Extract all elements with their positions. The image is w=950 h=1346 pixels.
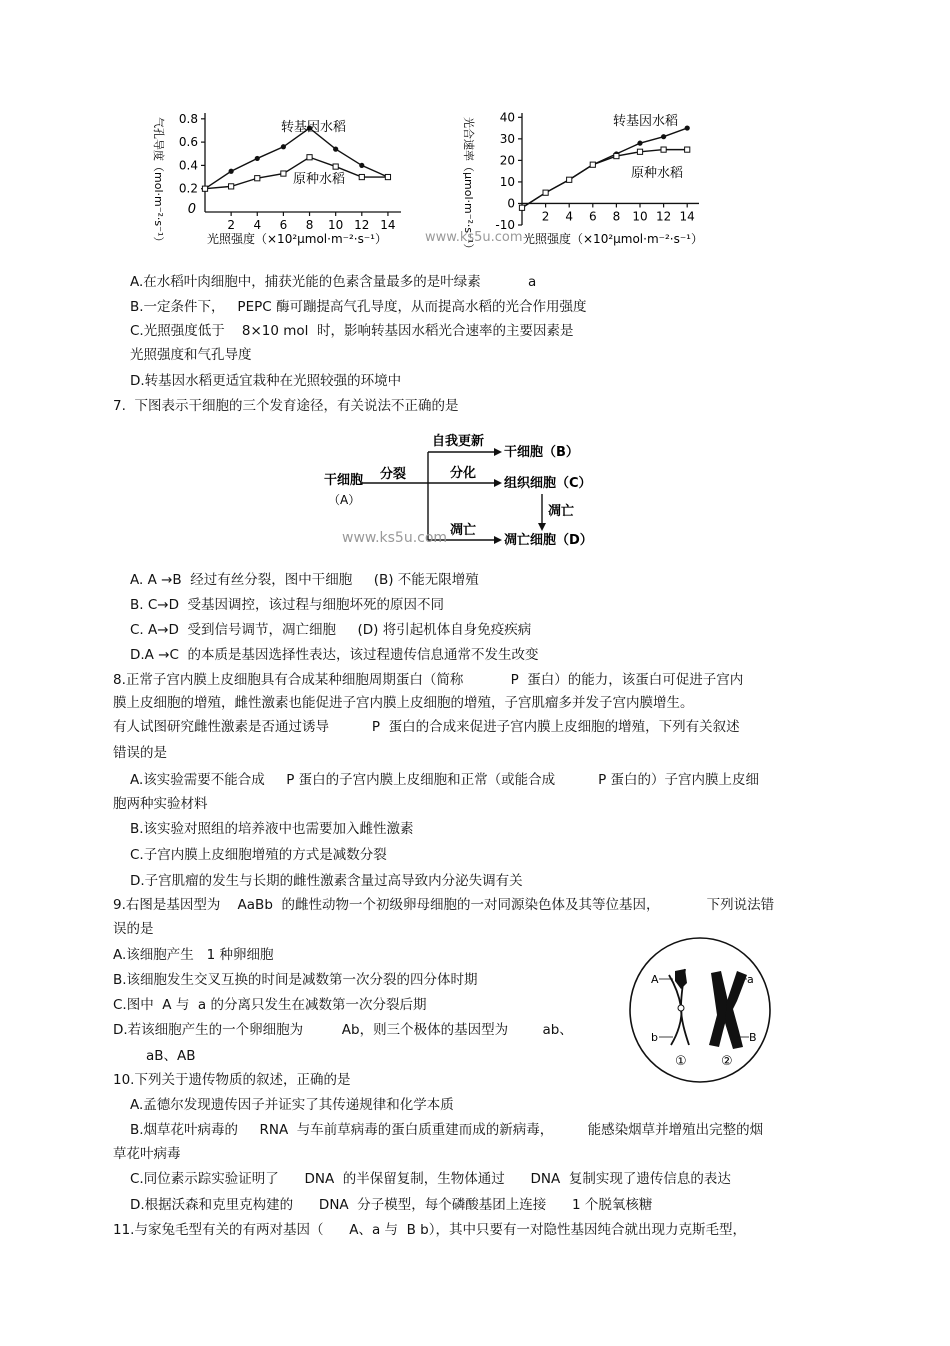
data-point: [281, 171, 286, 176]
q10-option-b: B.烟草花叶病毒的 RNA 与车前草病毒的蛋白质重建而成的新病毒， 能感染烟草并增殖出完整的烟: [130, 1122, 764, 1138]
left-chart-series1-label: 转基因水稻: [281, 120, 347, 135]
q8-option-a-cont: 胞两种实验材料: [113, 796, 208, 812]
data-point: [590, 162, 595, 167]
q9-option-b: B.该细胞发生交叉互换的时间是减数第一次分裂的四分体时期: [113, 972, 478, 988]
data-point: [229, 169, 234, 174]
gene-label-B: B: [749, 1031, 757, 1044]
cell-outline: [630, 938, 770, 1082]
x-tick-label: 14: [679, 209, 695, 224]
flow-target-d: 凋亡细胞（D）: [504, 533, 593, 548]
y-tick-label: 40: [499, 110, 515, 125]
q10-stem: 10.下列关于遗传物质的叙述，正确的是: [113, 1072, 351, 1088]
q9-option-d-cont: aB、AB: [146, 1048, 196, 1064]
chromosome-cell-figure: [625, 935, 775, 1085]
chromosome-num-1: ①: [675, 1054, 687, 1069]
q7-option-a: A. A →B 经过有丝分裂，图中干细胞 (B) 不能无限增殖: [130, 572, 479, 588]
arrowhead-icon: [538, 523, 546, 531]
flow-differentiate-label: 分化: [450, 466, 477, 481]
q9-option-d: D.若该细胞产生的一个卵细胞为 Ab，则三个极体的基因型为 ab、: [113, 1022, 573, 1038]
data-point: [567, 177, 572, 182]
data-point: [637, 141, 642, 146]
right-chart-series2-label: 原种水稻: [631, 166, 684, 181]
watermark: www.ks5u.com: [342, 530, 448, 546]
x-tick-label: 14: [380, 218, 396, 232]
q6-option-c: C.光照强度低于 8×10 mol 时，影响转基因水稻光合速率的主要因素是: [130, 323, 574, 339]
flow-target-b: 干细胞（B）: [504, 445, 579, 460]
data-point: [229, 184, 234, 189]
data-point: [614, 153, 619, 158]
q8-stem-4: 错误的是: [113, 745, 167, 761]
data-point: [281, 144, 286, 149]
q6-option-a: A.在水稻叶肉细胞中，捕获光能的色素含量最多的是叶绿素 a: [130, 274, 537, 290]
data-point: [637, 149, 642, 154]
right-chart-xlabel: 光照强度（×10²μmol·m⁻²·s⁻¹）: [523, 232, 703, 246]
flow-source-sub: （A）: [328, 493, 361, 507]
q10-option-a: A.孟德尔发现遗传因子并证实了其传递规律和化学本质: [130, 1097, 454, 1113]
flow-self-renew-label: 自我更新: [432, 434, 485, 449]
y-tick-label: -10: [495, 218, 515, 232]
data-point: [543, 190, 548, 195]
q8-option-a: A.该实验需要不能合成 P 蛋白的子宫内膜上皮细胞和正常（或能合成 P 蛋白的）子宫内膜上皮细: [130, 772, 760, 788]
right-chart-series1-label: 转基因水稻: [613, 114, 679, 129]
watermark: www.ks5u.com: [425, 230, 523, 245]
data-point: [202, 186, 207, 191]
q8-option-c: C.子宫内膜上皮细胞增殖的方式是减数分裂: [130, 847, 387, 863]
x-tick-label: 4: [565, 209, 574, 224]
y-tick-label: 30: [499, 131, 515, 146]
flow-apoptosis-label: 凋亡: [450, 523, 477, 538]
data-point: [519, 205, 524, 210]
arrowhead-icon: [494, 536, 502, 544]
left-chart-origin: 0: [187, 202, 196, 217]
data-point: [661, 134, 666, 139]
x-tick-label: 4: [253, 218, 262, 232]
left-chart-xlabel: 光照强度（×10²μmol·m⁻²·s⁻¹）: [207, 232, 387, 246]
chromosome-1-dark-part: [675, 969, 687, 989]
q8-option-b: B.该实验对照组的培养液中也需要加入雌性激素: [130, 821, 414, 837]
q8-stem-1: 8.正常子宫内膜上皮细胞具有合成某种细胞周期蛋白（简称 P 蛋白）的能力，该蛋白可促进子宫内: [113, 672, 744, 688]
q11-stem: 11.与家兔毛型有关的有两对基因（ A、a 与 B b），其中只要有一对隐性基因纯合就出现力克斯毛型，: [113, 1222, 746, 1238]
q7-stem: 7. 下图表示干细胞的三个发育途径，有关说法不正确的是: [113, 398, 459, 414]
data-point: [333, 164, 338, 169]
x-tick-label: 6: [588, 209, 597, 224]
q7-option-b: B. C→D 受基因调控，该过程与细胞坏死的原因不同: [130, 597, 445, 613]
y-tick-label: 0.8: [178, 111, 198, 126]
gene-label-b: b: [651, 1031, 658, 1044]
q9-option-a: A.该细胞产生 1 种卵细胞: [113, 947, 274, 963]
y-tick-label: 0.2: [178, 181, 198, 196]
x-tick-label: 8: [612, 209, 621, 224]
y-tick-label: 20: [499, 153, 515, 168]
q8-option-d: D.子宫肌瘤的发生与长期的雌性激素含量过高导致内分泌失调有关: [130, 873, 523, 889]
q10-option-b-cont: 草花叶病毒: [113, 1146, 181, 1162]
photosynthesis-rate-chart: [425, 95, 745, 255]
data-point: [333, 147, 338, 152]
y-tick-label: 0.6: [178, 135, 198, 150]
q6-option-c-cont: 光照强度和气孔导度: [130, 347, 252, 363]
left-chart-series2-label: 原种水稻: [293, 172, 346, 187]
y-tick-label: 0: [507, 196, 515, 211]
q8-stem-3: 有人试图研究雌性激素是否通过诱导 P 蛋白的合成来促进子宫内膜上皮细胞的增殖，下列有关叙述: [113, 719, 740, 735]
x-tick-label: 10: [632, 209, 648, 224]
q9-option-c: C.图中 A 与 a 的分离只发生在减数第一次分裂后期: [113, 997, 427, 1013]
data-point: [255, 156, 260, 161]
stomatal-conductance-chart: [145, 95, 425, 255]
q7-option-c: C. A→D 受到信号调节，凋亡细胞 (D) 将引起机体自身免疫疾病: [130, 622, 532, 638]
y-tick-label: 0.4: [178, 158, 198, 173]
stem-cell-flow-diagram: [320, 428, 610, 558]
x-tick-label: 10: [328, 218, 344, 232]
x-tick-label: 2: [541, 209, 550, 224]
data-point: [685, 147, 690, 152]
left-chart-ylabel: 气孔导度（mol·m⁻²·s⁻¹）: [152, 117, 165, 248]
flow-divide-label: 分裂: [380, 467, 407, 482]
chromosome-num-2: ②: [721, 1054, 733, 1069]
y-tick-label: 10: [499, 174, 515, 189]
q6-option-d: D.转基因水稻更适宜栽种在光照较强的环境中: [130, 373, 402, 389]
right-chart-ylabel: 光合速率（μmol·m⁻²·s⁻¹）: [462, 117, 475, 255]
q8-stem-2: 膜上皮细胞的增殖，雌性激素也能促进子宫内膜上皮细胞的增殖，子宫肌瘤多并发子宫内膜增生。: [113, 695, 694, 711]
gene-label-a: a: [747, 973, 754, 986]
gene-label-A: A: [651, 973, 659, 986]
data-point: [685, 125, 690, 130]
data-point: [359, 163, 364, 168]
q9-stem-1: 9.右图是基因型为 AaBb 的雌性动物一个初级卵母细胞的一对同源染色体及其等位基因， 下列说法错: [113, 897, 775, 913]
q7-option-d: D.A →C 的本质是基因选择性表达，该过程遗传信息通常不发生改变: [130, 647, 539, 663]
x-tick-label: 12: [354, 218, 370, 232]
data-point: [385, 174, 390, 179]
flow-source-label: 干细胞: [324, 473, 364, 488]
arrowhead-icon: [494, 448, 502, 456]
q10-option-c: C.同位素示踪实验证明了 DNA 的半保留复制，生物体通过 DNA 复制实现了遗传信息的表达: [130, 1171, 731, 1187]
flow-apoptosis2-label: 凋亡: [548, 504, 575, 519]
data-point: [307, 155, 312, 160]
chromosome-1-centromere: [678, 1005, 684, 1011]
data-point: [359, 174, 364, 179]
x-tick-label: 2: [227, 218, 235, 232]
data-point: [255, 176, 260, 181]
x-tick-label: 6: [279, 218, 288, 232]
data-point: [661, 147, 666, 152]
arrowhead-icon: [494, 479, 502, 487]
q9-stem-2: 误的是: [113, 921, 154, 937]
x-tick-label: 8: [305, 218, 314, 232]
x-tick-label: 12: [655, 209, 672, 224]
q10-option-d: D.根据沃森和克里克构建的 DNA 分子模型，每个磷酸基团上连接 1 个脱氧核糖: [130, 1197, 653, 1213]
flow-target-c: 组织细胞（C）: [504, 476, 592, 491]
q6-option-b: B.一定条件下， PEPC 酶可蹦提高气孔导度，从而提高水稻的光合作用强度: [130, 299, 587, 315]
